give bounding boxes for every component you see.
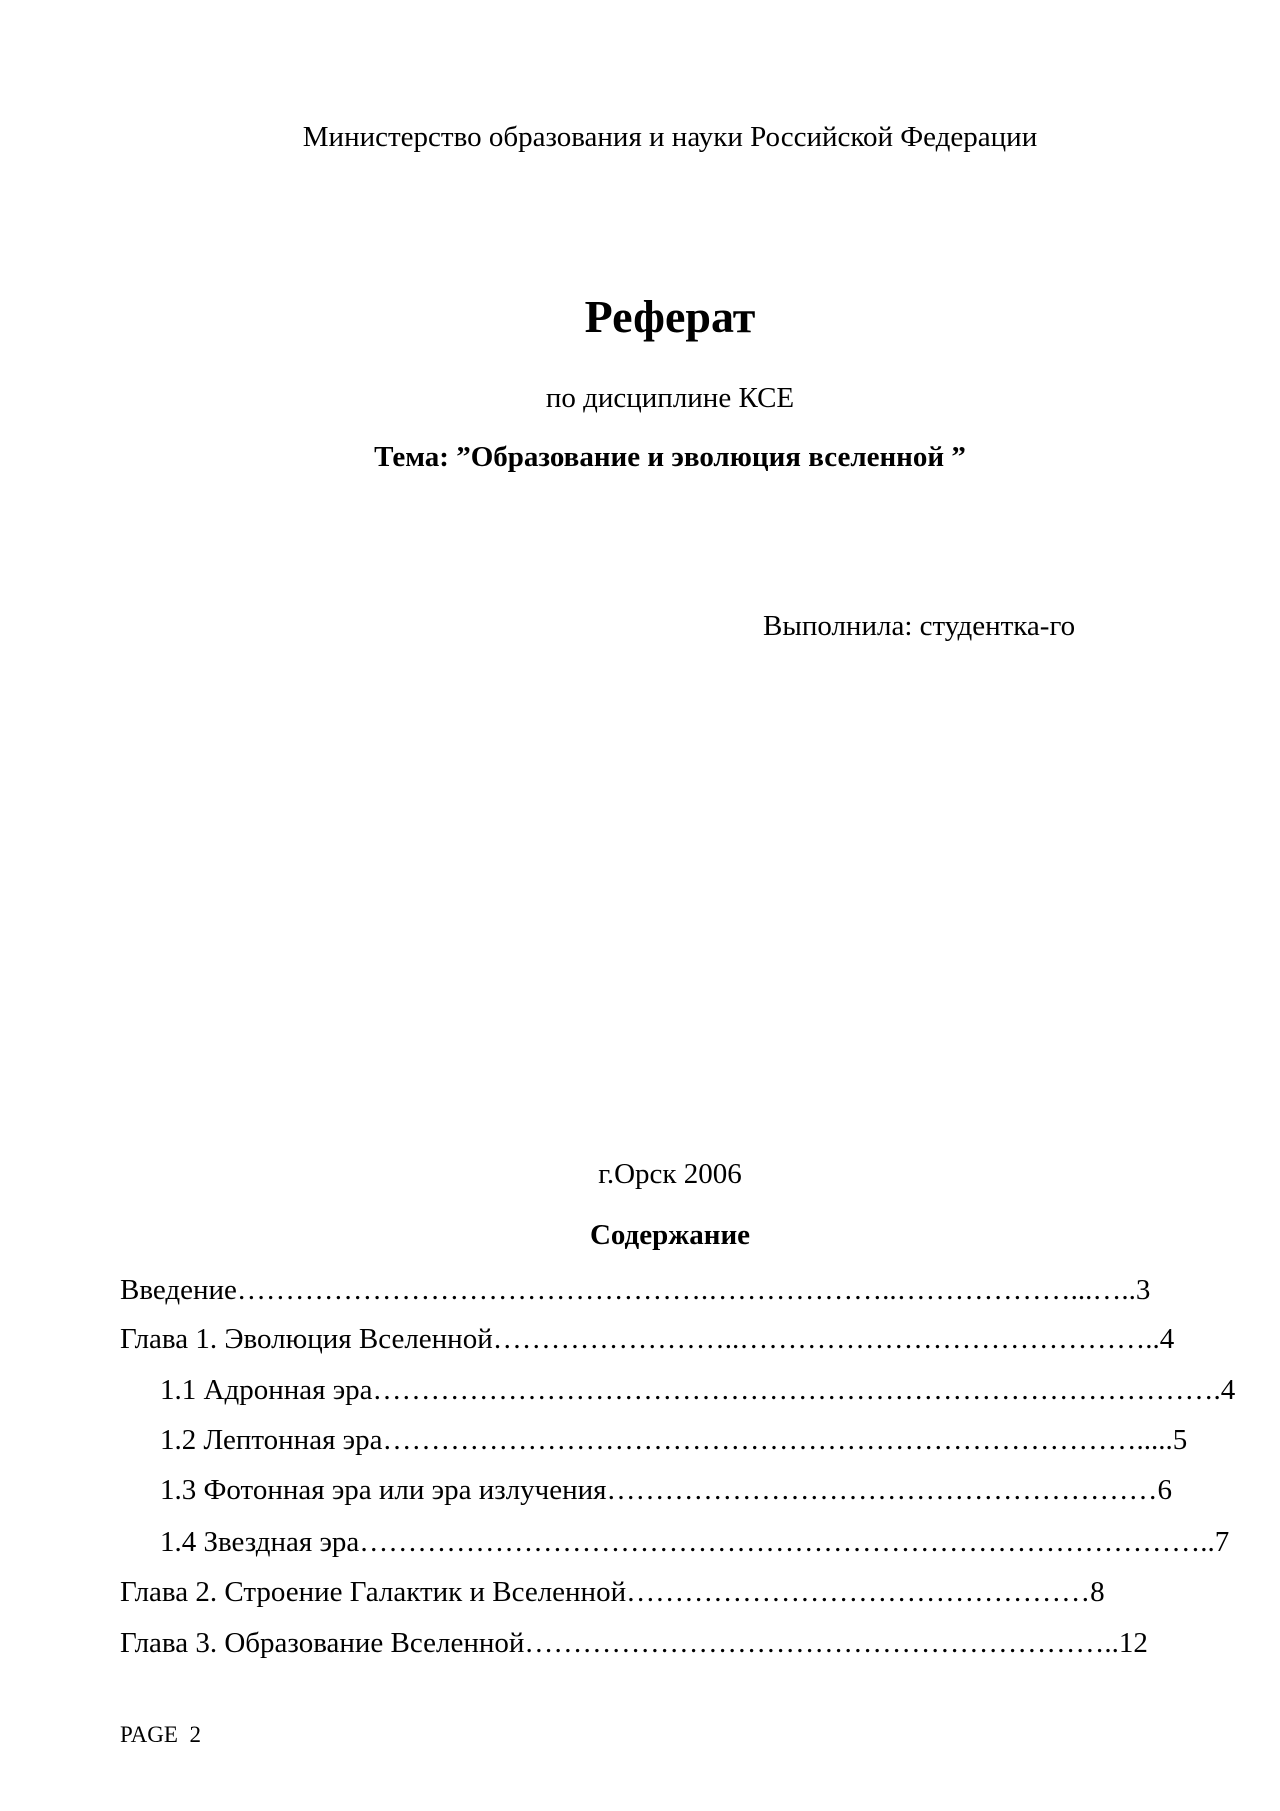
ministry-header: Министерство образования и науки Российской Федерации <box>302 121 1038 153</box>
toc-row-chapter-1: Глава 1. Эволюция Вселенной……………………..……………………………………..4 <box>120 1323 1175 1355</box>
toc-row-intro: Введение………………………………………….………………..………………...…..3 <box>120 1274 1151 1306</box>
toc-heading: Содержание <box>589 1219 751 1251</box>
toc-row-1-3: 1.3 Фотонная эра или эра излучения…………………………………………………6 <box>160 1474 1172 1506</box>
toc-row-chapter-3: Глава 3. Образование Вселенной……………………………………………………..12 <box>120 1627 1148 1659</box>
page-footer: PAGE 2 <box>120 1722 201 1747</box>
discipline-line: по дисциплине КСЕ <box>545 382 795 414</box>
city-year: г.Орск 2006 <box>598 1158 742 1190</box>
toc-row-1-4: 1.4 Звездная эра……………………………………………………………………………..7 <box>160 1526 1230 1558</box>
document-title: Реферат <box>584 291 756 342</box>
toc-row-1-1: 1.1 Адронная эра…………………………………………………………………………….4 <box>160 1374 1236 1406</box>
performer-line: Выполнила: студентка-го <box>763 610 1076 642</box>
topic-line: Тема: ”Образование и эволюция вселенной ” <box>374 441 966 473</box>
toc-row-1-2: 1.2 Лептонная эра…………………………………………………………………….....5 <box>160 1424 1188 1456</box>
toc-row-chapter-2: Глава 2. Строение Галактик и Вселенной…………………………………………8 <box>120 1576 1105 1608</box>
